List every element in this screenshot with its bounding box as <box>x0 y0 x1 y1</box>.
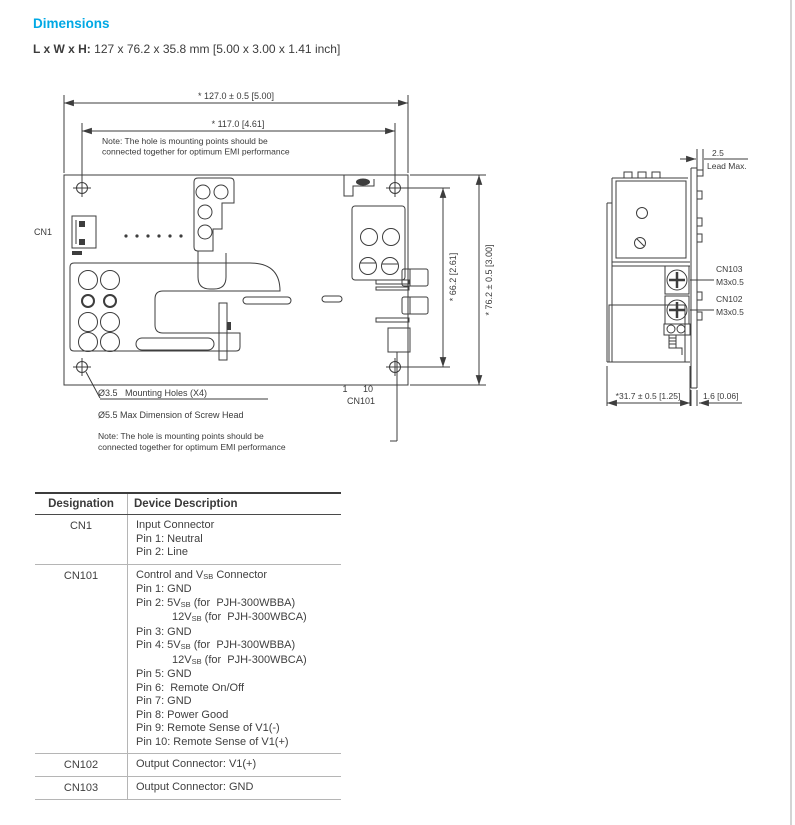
page-title: Dimensions <box>33 16 110 31</box>
side-plate <box>691 168 703 388</box>
mounting-hole <box>73 179 404 376</box>
description-cell <box>128 515 342 565</box>
dim-mount-width-label: * 117.0 [4.61] <box>211 119 265 129</box>
description-line: Pin 4: 5VSB (for PJH-300WBBA) <box>136 639 296 651</box>
description-line: Output Connector: V1(+) <box>136 758 257 770</box>
description-line: Pin 5: GND <box>136 668 192 680</box>
designation-table-body <box>35 515 341 800</box>
dim-plate-label: 1.6 [0.06] <box>703 391 739 401</box>
emi-note-line1: Note: The hole is mounting points should be <box>102 136 268 146</box>
cn101-leader-line <box>390 352 397 441</box>
description-line: Input Connector <box>136 519 215 531</box>
designation-cell: CN101 <box>35 564 128 754</box>
cn102-label: CN102 <box>716 294 743 304</box>
top-view <box>34 91 494 452</box>
description-line: Pin 10: Remote Sense of V1(+) <box>136 735 289 748</box>
description-line: 12VSB (for PJH-300WBCA) <box>172 611 307 623</box>
output-terminals <box>376 269 428 352</box>
description-line: Pin 2: 5VSB (for PJH-300WBBA) <box>136 596 296 609</box>
heatsink-plate <box>70 263 280 360</box>
cn1-connector <box>34 216 96 255</box>
pcb-slots <box>243 296 342 304</box>
dim-depth-label: *31.7 ± 0.5 [1.25] <box>615 391 681 401</box>
side-view <box>607 148 748 406</box>
cn101-pin1-label: 1 <box>342 384 348 394</box>
description-line: Pin 6: Remote On/Off <box>136 681 245 694</box>
cn101-connector <box>388 328 410 352</box>
side-chassis <box>607 172 690 362</box>
table-row <box>35 754 341 777</box>
bottom-annotations <box>86 352 397 452</box>
dim-width-label: * 127.0 ± 0.5 [5.00] <box>198 91 274 101</box>
table-header-row <box>35 493 341 515</box>
cn103-thread-label: M3x0.5 <box>716 277 744 287</box>
designation-cell: CN1 <box>35 515 128 565</box>
emi-note2-line2: connected together for optimum EMI performance <box>98 442 286 452</box>
table-row <box>35 515 341 565</box>
description-line: Pin 1: Neutral <box>136 532 203 545</box>
size-spec-label: L x W x H: <box>33 42 91 56</box>
description-line: Pin 2: Line <box>136 546 188 558</box>
description-line: Pin 8: Power Good <box>136 708 229 721</box>
width-dimensions <box>64 91 408 180</box>
screw-head-label: Ø5.5 Max Dimension of Screw Head <box>98 410 244 420</box>
description-line: Pin 1: GND <box>136 583 192 595</box>
solder-dots <box>124 234 182 237</box>
cn1-label: CN1 <box>34 227 53 237</box>
description-line: 12VSB (for PJH-300WBCA) <box>172 653 307 666</box>
designation-cell: CN102 <box>35 754 128 777</box>
inlet-plate <box>344 175 405 280</box>
emi-note2-line1: Note: The hole is mounting points should be <box>98 431 264 441</box>
description-line: Pin 9: Remote Sense of V1(-) <box>136 722 280 734</box>
description-line: Pin 7: GND <box>136 695 192 707</box>
capacitor-plate-top <box>194 178 234 289</box>
cn101-label: CN101 <box>347 396 376 406</box>
header-designation: Designation <box>35 493 128 515</box>
description-line: Output Connector: GND <box>136 781 254 793</box>
dim-mount-height-label: * 66.2 [2.61] <box>448 252 458 302</box>
description-cell <box>128 777 342 800</box>
designation-table <box>35 492 341 800</box>
description-cell <box>128 754 342 777</box>
mounting-holes-label: Ø3.5 Mounting Holes (X4) <box>98 388 208 398</box>
dim-height-label: * 76.2 ± 0.5 [3.00] <box>484 244 494 316</box>
header-device-description: Device Description <box>128 493 342 515</box>
description-line: Pin 3: GND <box>136 625 192 638</box>
cn102-screw <box>665 294 744 324</box>
table-row <box>35 564 341 754</box>
description-line: Control and VSB Connector <box>136 568 268 581</box>
screw-bracket <box>664 324 690 355</box>
size-spec-value: 127 x 76.2 x 35.8 mm [5.00 x 3.00 x 1.41 inch] <box>94 42 341 56</box>
description-cell <box>128 564 342 754</box>
lead-dimension <box>680 148 748 171</box>
cn101-pin10-label: 10 <box>362 384 374 394</box>
cn102-thread-label: M3x0.5 <box>716 307 744 317</box>
depth-dimension <box>607 366 742 406</box>
cn103-label: CN103 <box>716 264 743 274</box>
cn103-screw <box>665 264 744 294</box>
designation-cell: CN103 <box>35 777 128 800</box>
emi-note-line2: connected together for optimum EMI performance <box>102 146 290 157</box>
table-row <box>35 777 341 800</box>
lead-max-label: Lead Max. <box>707 161 747 171</box>
height-dimensions <box>403 175 494 385</box>
lead-dim-label: 2.5 <box>712 148 724 158</box>
